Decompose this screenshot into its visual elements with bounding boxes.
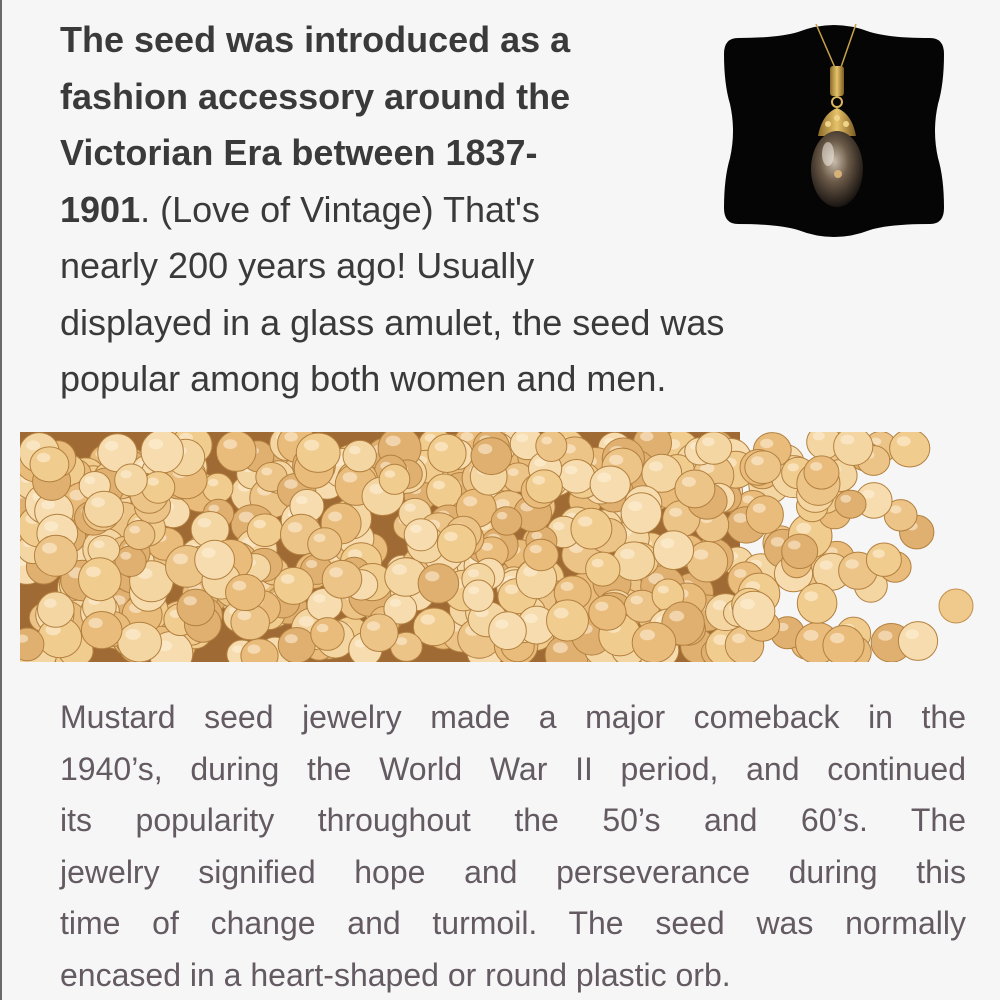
seed-highlight bbox=[304, 440, 319, 451]
seed bbox=[804, 456, 839, 489]
seed-highlight bbox=[385, 470, 396, 478]
seed bbox=[489, 612, 527, 650]
seed-highlight bbox=[820, 560, 833, 569]
seed bbox=[463, 580, 494, 611]
seed-highlight bbox=[640, 432, 653, 441]
seed-highlight bbox=[148, 439, 163, 450]
seed-highlight bbox=[578, 516, 592, 526]
seed bbox=[797, 583, 837, 623]
seed-highlight bbox=[682, 477, 696, 487]
seed-highlight bbox=[845, 559, 858, 569]
seed-highlight bbox=[905, 629, 919, 639]
seed-highlight bbox=[733, 513, 747, 523]
seed-highlight bbox=[390, 599, 401, 607]
seed-highlight bbox=[609, 455, 623, 465]
intro-line-5: nearly 200 years ago! Usually bbox=[60, 245, 535, 286]
seed bbox=[124, 521, 155, 550]
seed-highlight bbox=[553, 522, 565, 530]
seed-highlight bbox=[531, 532, 542, 540]
seed-highlight bbox=[620, 549, 635, 559]
seed bbox=[621, 493, 661, 534]
seed bbox=[195, 540, 235, 579]
seed bbox=[418, 564, 459, 603]
seed-highlight bbox=[254, 520, 266, 529]
seed-highlight bbox=[44, 599, 57, 608]
seed-highlight bbox=[841, 435, 855, 445]
seed-highlight bbox=[592, 559, 604, 568]
seed-highlight bbox=[313, 594, 325, 603]
seed-highlight bbox=[284, 479, 297, 489]
intro-line-3: Victorian Era between 1837- bbox=[60, 132, 538, 173]
seed bbox=[34, 535, 77, 576]
seed bbox=[590, 466, 630, 503]
seed bbox=[278, 628, 315, 663]
seed bbox=[379, 464, 410, 494]
seed-highlight bbox=[873, 549, 885, 558]
seed-highlight bbox=[208, 479, 219, 487]
seed-highlight bbox=[771, 537, 784, 547]
seed-highlight bbox=[505, 585, 519, 595]
seed-highlight bbox=[554, 608, 569, 619]
seed bbox=[296, 433, 340, 472]
seed-highlight bbox=[421, 614, 435, 624]
seed bbox=[526, 470, 562, 503]
seed-highlight bbox=[91, 497, 105, 507]
body-line-2: 1940’s, during the World War II period, and continued bbox=[60, 750, 966, 787]
seed bbox=[404, 519, 438, 551]
seed-highlight bbox=[129, 526, 140, 534]
seed-highlight bbox=[314, 534, 326, 542]
seed-highlight bbox=[649, 461, 663, 471]
seed bbox=[571, 508, 612, 549]
seed-highlight bbox=[732, 634, 745, 644]
seed-highlight bbox=[288, 522, 302, 532]
seed-highlight bbox=[425, 571, 439, 581]
seed bbox=[491, 507, 521, 535]
seed-highlight bbox=[640, 630, 655, 641]
seed-highlight bbox=[804, 591, 818, 601]
seed bbox=[38, 592, 75, 627]
seed-highlight bbox=[202, 548, 216, 558]
seed-highlight bbox=[524, 614, 537, 624]
seed-highlight bbox=[285, 634, 298, 643]
seed-highlight bbox=[541, 437, 552, 445]
seed-highlight bbox=[597, 473, 611, 483]
seed-highlight bbox=[840, 495, 851, 503]
seed-highlight bbox=[44, 521, 58, 531]
seed-highlight bbox=[386, 436, 401, 447]
seed-highlight bbox=[86, 567, 101, 578]
seed bbox=[115, 464, 148, 496]
intro-line-1: The seed was introduced as a bbox=[60, 19, 571, 60]
seed bbox=[428, 434, 466, 472]
seed-highlight bbox=[753, 504, 766, 513]
seed-highlight bbox=[787, 463, 799, 471]
seed-highlight bbox=[830, 633, 844, 643]
seed-highlight bbox=[396, 637, 407, 645]
seed-highlight bbox=[760, 439, 773, 448]
seed-highlight bbox=[565, 466, 578, 475]
seed bbox=[939, 589, 973, 623]
seed-highlight bbox=[281, 574, 295, 584]
seed-highlight bbox=[343, 472, 358, 482]
seed-highlight bbox=[796, 523, 811, 534]
seed bbox=[322, 560, 362, 598]
seeds-illustration bbox=[20, 432, 980, 662]
seed-highlight bbox=[702, 437, 715, 446]
seed bbox=[311, 618, 344, 651]
seed bbox=[586, 552, 620, 586]
seed-highlight bbox=[669, 611, 684, 622]
body-line-5: time of change and turmoil. The seed was normally bbox=[60, 905, 966, 941]
seed bbox=[547, 600, 589, 641]
seed-highlight bbox=[740, 599, 755, 610]
seed bbox=[835, 490, 866, 518]
seed-highlight bbox=[105, 441, 119, 451]
seed bbox=[360, 614, 398, 652]
seed-highlight bbox=[508, 468, 519, 476]
seed-highlight bbox=[410, 525, 422, 533]
intro-year-end: 1901 bbox=[60, 188, 141, 230]
seed-highlight bbox=[223, 439, 237, 449]
body-line-6: encased in a heart-shaped or round plastic orb. bbox=[60, 956, 731, 993]
seed-highlight bbox=[261, 468, 272, 476]
seed-highlight bbox=[631, 596, 643, 605]
seed-highlight bbox=[661, 538, 675, 548]
seed-highlight bbox=[85, 476, 96, 484]
seed-highlight bbox=[404, 504, 415, 512]
seed-highlight bbox=[296, 496, 308, 504]
seed-highlight bbox=[497, 512, 508, 520]
seed-highlight bbox=[897, 436, 911, 446]
seed-highlight bbox=[198, 518, 211, 528]
seed-highlight bbox=[751, 456, 764, 465]
seed-highlight bbox=[42, 543, 57, 554]
seed-highlight bbox=[669, 508, 682, 517]
seed bbox=[30, 447, 69, 482]
seed bbox=[632, 622, 676, 662]
seed bbox=[898, 622, 937, 661]
seed bbox=[866, 543, 901, 576]
seed bbox=[437, 524, 476, 562]
seed-highlight bbox=[125, 629, 140, 640]
seed-highlight bbox=[328, 512, 342, 522]
body-line-4: jewelry signified hope and perseverance during this bbox=[60, 853, 966, 890]
pendant-image bbox=[718, 24, 950, 238]
seed-highlight bbox=[628, 501, 642, 511]
seed bbox=[79, 558, 122, 601]
seed-highlight bbox=[463, 496, 477, 506]
seed-highlight bbox=[299, 616, 314, 627]
seed-highlight bbox=[890, 505, 901, 513]
seed-highlight bbox=[120, 470, 131, 478]
seed bbox=[118, 622, 162, 662]
seed-highlight bbox=[284, 432, 297, 442]
seed-highlight bbox=[392, 564, 407, 575]
seed-highlight bbox=[329, 567, 343, 577]
seed-highlight bbox=[435, 442, 448, 452]
seed-highlight bbox=[232, 581, 246, 591]
body-line-3: its popularity throughout the 50’s and 60’s. The bbox=[60, 802, 966, 838]
seed-highlight bbox=[433, 481, 445, 490]
seed-highlight bbox=[788, 541, 801, 550]
seed bbox=[427, 474, 462, 508]
seed bbox=[216, 432, 256, 471]
seed-highlight bbox=[26, 440, 40, 450]
seed-highlight bbox=[444, 532, 458, 542]
seed-highlight bbox=[530, 545, 542, 554]
seed bbox=[746, 496, 783, 534]
seed bbox=[675, 470, 715, 508]
seed-highlight bbox=[94, 540, 105, 548]
seed bbox=[471, 438, 512, 475]
seeds-image bbox=[20, 432, 980, 662]
seed-highlight bbox=[89, 618, 103, 628]
seed-highlight bbox=[553, 642, 568, 653]
seed-highlight bbox=[306, 560, 317, 568]
seed bbox=[890, 432, 930, 467]
seed bbox=[524, 539, 559, 570]
seed bbox=[141, 432, 183, 473]
seed-highlight bbox=[184, 596, 197, 605]
intro-line-4-rest: . (Love of Vintage) That's bbox=[140, 188, 540, 230]
seed-highlight bbox=[478, 444, 492, 454]
seed bbox=[745, 451, 781, 484]
seed-highlight bbox=[561, 582, 574, 591]
body-paragraph bbox=[60, 692, 966, 1000]
seed bbox=[559, 460, 595, 494]
intro-line-6: displayed in a glass amulet, the seed was bbox=[60, 301, 725, 343]
seed-highlight bbox=[495, 619, 508, 628]
seed bbox=[589, 595, 626, 630]
seed bbox=[653, 531, 693, 570]
seed-highlight bbox=[349, 446, 361, 454]
seed-highlight bbox=[468, 586, 479, 594]
seed-highlight bbox=[238, 611, 252, 621]
seed-highlight bbox=[317, 624, 329, 632]
seed-highlight bbox=[468, 569, 479, 577]
seed-highlight bbox=[41, 500, 55, 510]
seed bbox=[696, 432, 732, 464]
seed-highlight bbox=[878, 631, 892, 641]
seed bbox=[782, 534, 818, 568]
seed-highlight bbox=[147, 478, 159, 486]
seed bbox=[226, 574, 265, 610]
seed-highlight bbox=[595, 602, 608, 611]
seed bbox=[536, 432, 567, 462]
seed-highlight bbox=[516, 434, 528, 443]
seed-highlight bbox=[533, 476, 546, 485]
seed-highlight bbox=[120, 552, 131, 560]
seed-highlight bbox=[367, 621, 380, 630]
seed-highlight bbox=[247, 645, 260, 654]
seed bbox=[308, 528, 342, 561]
seed-highlight bbox=[803, 630, 818, 641]
seed-highlight bbox=[734, 569, 746, 578]
seed bbox=[81, 612, 122, 649]
seed bbox=[733, 591, 775, 631]
intro-line-2: fashion accessory around the bbox=[60, 75, 571, 117]
seed-highlight bbox=[810, 462, 822, 471]
seed bbox=[84, 491, 123, 527]
seed bbox=[247, 514, 282, 547]
seed-highlight bbox=[694, 549, 708, 559]
seed bbox=[343, 440, 376, 471]
body-line-1: Mustard seed jewelry made a major comeback in the bbox=[60, 699, 966, 735]
left-border bbox=[0, 0, 2, 1000]
seed-highlight bbox=[813, 432, 825, 440]
intro-line-7: popular among both women and men. bbox=[60, 358, 667, 399]
seed-highlight bbox=[658, 586, 669, 594]
seed-highlight bbox=[37, 453, 51, 463]
seed bbox=[823, 626, 864, 663]
seed-highlight bbox=[173, 554, 188, 565]
